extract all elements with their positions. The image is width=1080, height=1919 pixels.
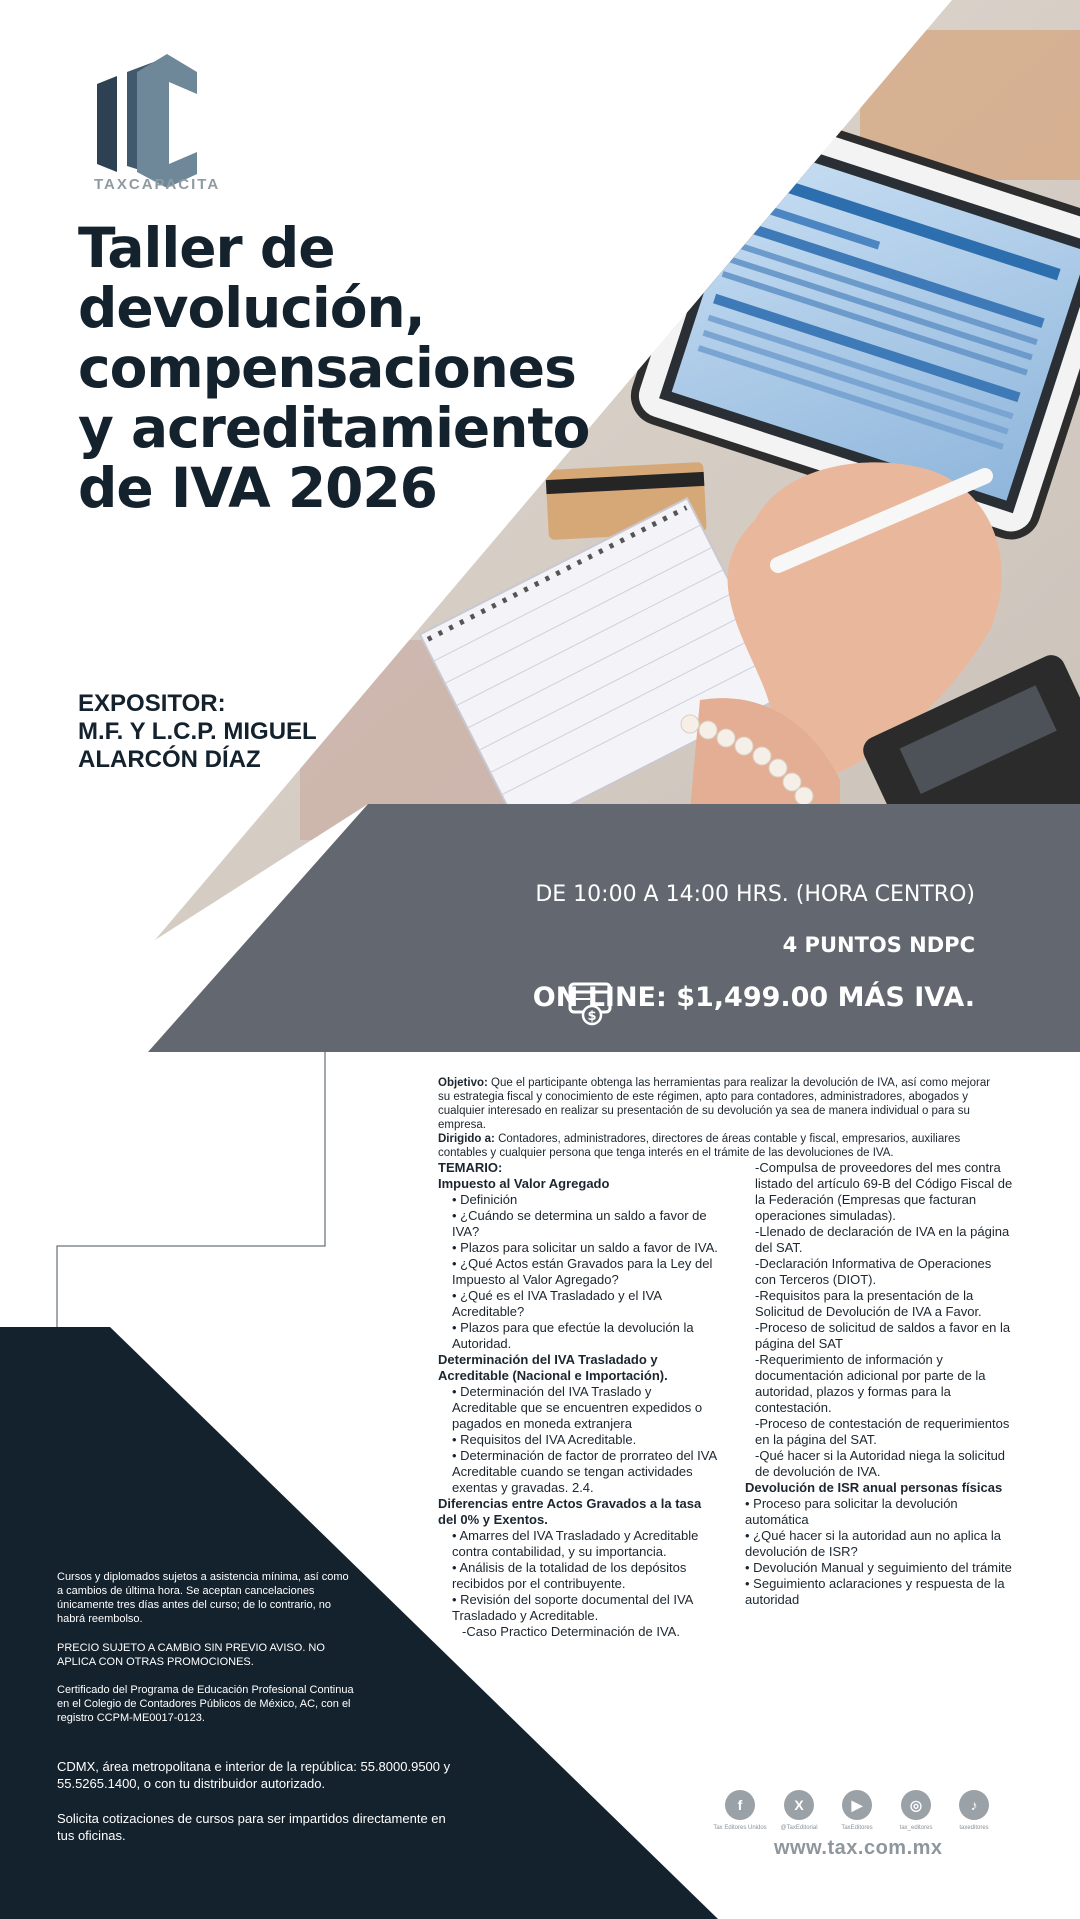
expositor-block <box>78 690 438 774</box>
brand-logo-text: TAXCAPACITA <box>94 176 221 193</box>
social-handle: @TaxEditorial <box>780 1825 818 1831</box>
temario-item: • Devolución Manual y seguimiento del trámite <box>745 1560 1012 1575</box>
objective-block <box>438 1076 998 1160</box>
expositor-name-line1: M.F. Y L.C.P. MIGUEL <box>78 718 317 745</box>
temario-item: -Proceso de contestación de requerimientos en la página del SAT. <box>755 1416 1010 1447</box>
instagram-icon: ◎ <box>901 1790 931 1820</box>
temario-item: • Proceso para solicitar la devolución automática <box>745 1496 958 1527</box>
website-link[interactable]: www.tax.com.mx <box>774 1837 943 1859</box>
youtube-icon: ▶ <box>842 1790 872 1820</box>
temario-heading: Determinación del IVA Trasladado y Acreditable (Nacional e Importación). <box>438 1352 668 1383</box>
temario-item: -Requerimiento de información y documentación adicional por parte de la autoridad, plazos y formas para la contestación. <box>755 1352 986 1415</box>
social-handle: Tax Editores Unidos <box>713 1825 767 1831</box>
tiktok-icon: ♪ <box>959 1790 989 1820</box>
temario-item: • Determinación del IVA Traslado y Acreditable que se encuentren expedidos o pagados en moneda extranjera <box>452 1384 703 1431</box>
facebook-icon: f <box>725 1790 755 1820</box>
temario-item: • ¿Qué hacer si la autoridad aun no aplica la devolución de ISR? <box>745 1528 1002 1559</box>
temario-item: -Caso Practico Determinación de IVA. <box>462 1624 680 1639</box>
objective-text: Que el participante obtenga las herramientas para realizar la devolución de IVA, así como mejorar su estrategia fiscal y conocimiento de este régimen, apto para contadores, administradores, abogados y cualquier interesado en realizar su presentación de su devolución ya sea de manera individual o para su empresa. <box>438 1077 991 1131</box>
expositor-name-line2: ALARCÓN DÍAZ <box>78 746 261 773</box>
objective-label: Objetivo: <box>438 1077 488 1089</box>
x-icon: X <box>784 1790 814 1820</box>
policy-note: Cursos y diplomados sujetos a asistencia mínima, así como a cambios de última hora. Se aceptan cancelaciones únicamente tres días antes del curso; de lo contrario, no habrá reembolso. <box>57 1571 349 1625</box>
temario-item: -Llenado de declaración de IVA en la página del SAT. <box>755 1224 1010 1255</box>
temario-item: • Plazos para solicitar un saldo a favor de IVA. <box>452 1240 718 1255</box>
svg-text:$: $ <box>587 1009 597 1024</box>
title-line: compensaciones <box>78 336 576 400</box>
quote-request: Solicita cotizaciones de cursos para ser impartidos directamente en tus oficinas. <box>57 1811 446 1843</box>
temario-item: • Determinación de factor de prorrateo del IVA Acreditable cuando se tengan actividades exentas y gravadas. 2.4. <box>452 1448 717 1495</box>
temario-item: • Requisitos del IVA Acreditable. <box>452 1432 637 1447</box>
temario-item: • ¿Qué es el IVA Trasladado y el IVA Acreditable? <box>452 1288 662 1319</box>
event-hours: DE 10:00 A 14:00 HRS. (HORA CENTRO) <box>535 882 975 907</box>
temario-item: -Declaración Informativa de Operaciones con Terceros (DIOT). <box>755 1256 992 1287</box>
event-points: 4 PUNTOS NDPC <box>782 933 975 957</box>
audience-label: Dirigido a: <box>438 1133 495 1145</box>
contact-info: CDMX, área metropolitana e interior de la república: 55.8000.9500 y 55.5265.1400, o con tu distribuidor autorizado. <box>57 1759 451 1791</box>
title-line: devolución, <box>78 276 425 340</box>
expositor-label: EXPOSITOR: <box>78 690 226 717</box>
temario-item: • Definición <box>452 1192 518 1207</box>
social-handle: tax_editores <box>899 1825 933 1831</box>
title-line: Taller de <box>78 216 335 280</box>
social-handle: taxeditores <box>959 1825 989 1831</box>
temario-heading: Diferencias entre Actos Gravados a la tasa del 0% y Exentos. <box>438 1496 702 1527</box>
temario-heading: Devolución de ISR anual personas físicas <box>745 1480 1003 1495</box>
temario-item: -Compulsa de proveedores del mes contra listado del artículo 69-B del Código Fiscal de la Federación (Empresas que facturan operaciones simuladas). <box>755 1160 1013 1223</box>
temario-item: • Amarres del IVA Trasladado y Acreditable contra contabilidad, y su importancia. <box>452 1528 699 1559</box>
title-line: y acreditamiento <box>78 396 590 460</box>
event-price: ON LINE: $1,499.00 MÁS IVA. <box>532 982 975 1013</box>
temario-item: -Requisitos para la presentación de la Solicitud de Devolución de IVA a Favor. <box>755 1288 982 1319</box>
social-link[interactable] <box>931 1790 1017 1832</box>
temario-left-column <box>438 1160 718 1640</box>
temario-item: • ¿Qué Actos están Gravados para la Ley del Impuesto al Valor Agregado? <box>452 1256 713 1287</box>
temario-right-column <box>745 1160 1013 1608</box>
social-handle: TaxEditores <box>841 1825 873 1831</box>
temario-heading: TEMARIO: <box>438 1160 503 1175</box>
price-note: PRECIO SUJETO A CAMBIO SIN PREVIO AVISO. NO APLICA CON OTRAS PROMOCIONES. <box>57 1642 325 1668</box>
temario-item: -Qué hacer si la Autoridad niega la solicitud de devolución de IVA. <box>755 1448 1006 1479</box>
temario-heading: Impuesto al Valor Agregado <box>438 1176 610 1191</box>
certification-note: Certificado del Programa de Educación Profesional Continua en el Colegio de Contadores Públicos de México, AC, con el registro CCPM-ME0017-0123. <box>57 1684 354 1724</box>
temario-item: • Seguimiento aclaraciones y respuesta de la autoridad <box>745 1576 1005 1607</box>
temario-item: • Revisión del soporte documental del IVA Trasladado y Acreditable. <box>452 1592 693 1623</box>
temario-item: -Proceso de solicitud de saldos a favor en la página del SAT <box>755 1320 1011 1351</box>
temario-item: • Análisis de la totalidad de los depósitos recibidos por el contribuyente. <box>452 1560 687 1591</box>
temario-item: • Plazos para que efectúe la devolución la Autoridad. <box>452 1320 694 1351</box>
title-line: de IVA 2026 <box>78 456 437 520</box>
page-title <box>78 218 598 518</box>
audience-text: Contadores, administradores, directores de áreas contable y fiscal, empresarios, auxiliares contables y cualquier persona que tenga interés en el trámite de las devoluciones de IVA. <box>438 1133 961 1159</box>
temario-item: • ¿Cuándo se determina un saldo a favor de IVA? <box>452 1208 707 1239</box>
